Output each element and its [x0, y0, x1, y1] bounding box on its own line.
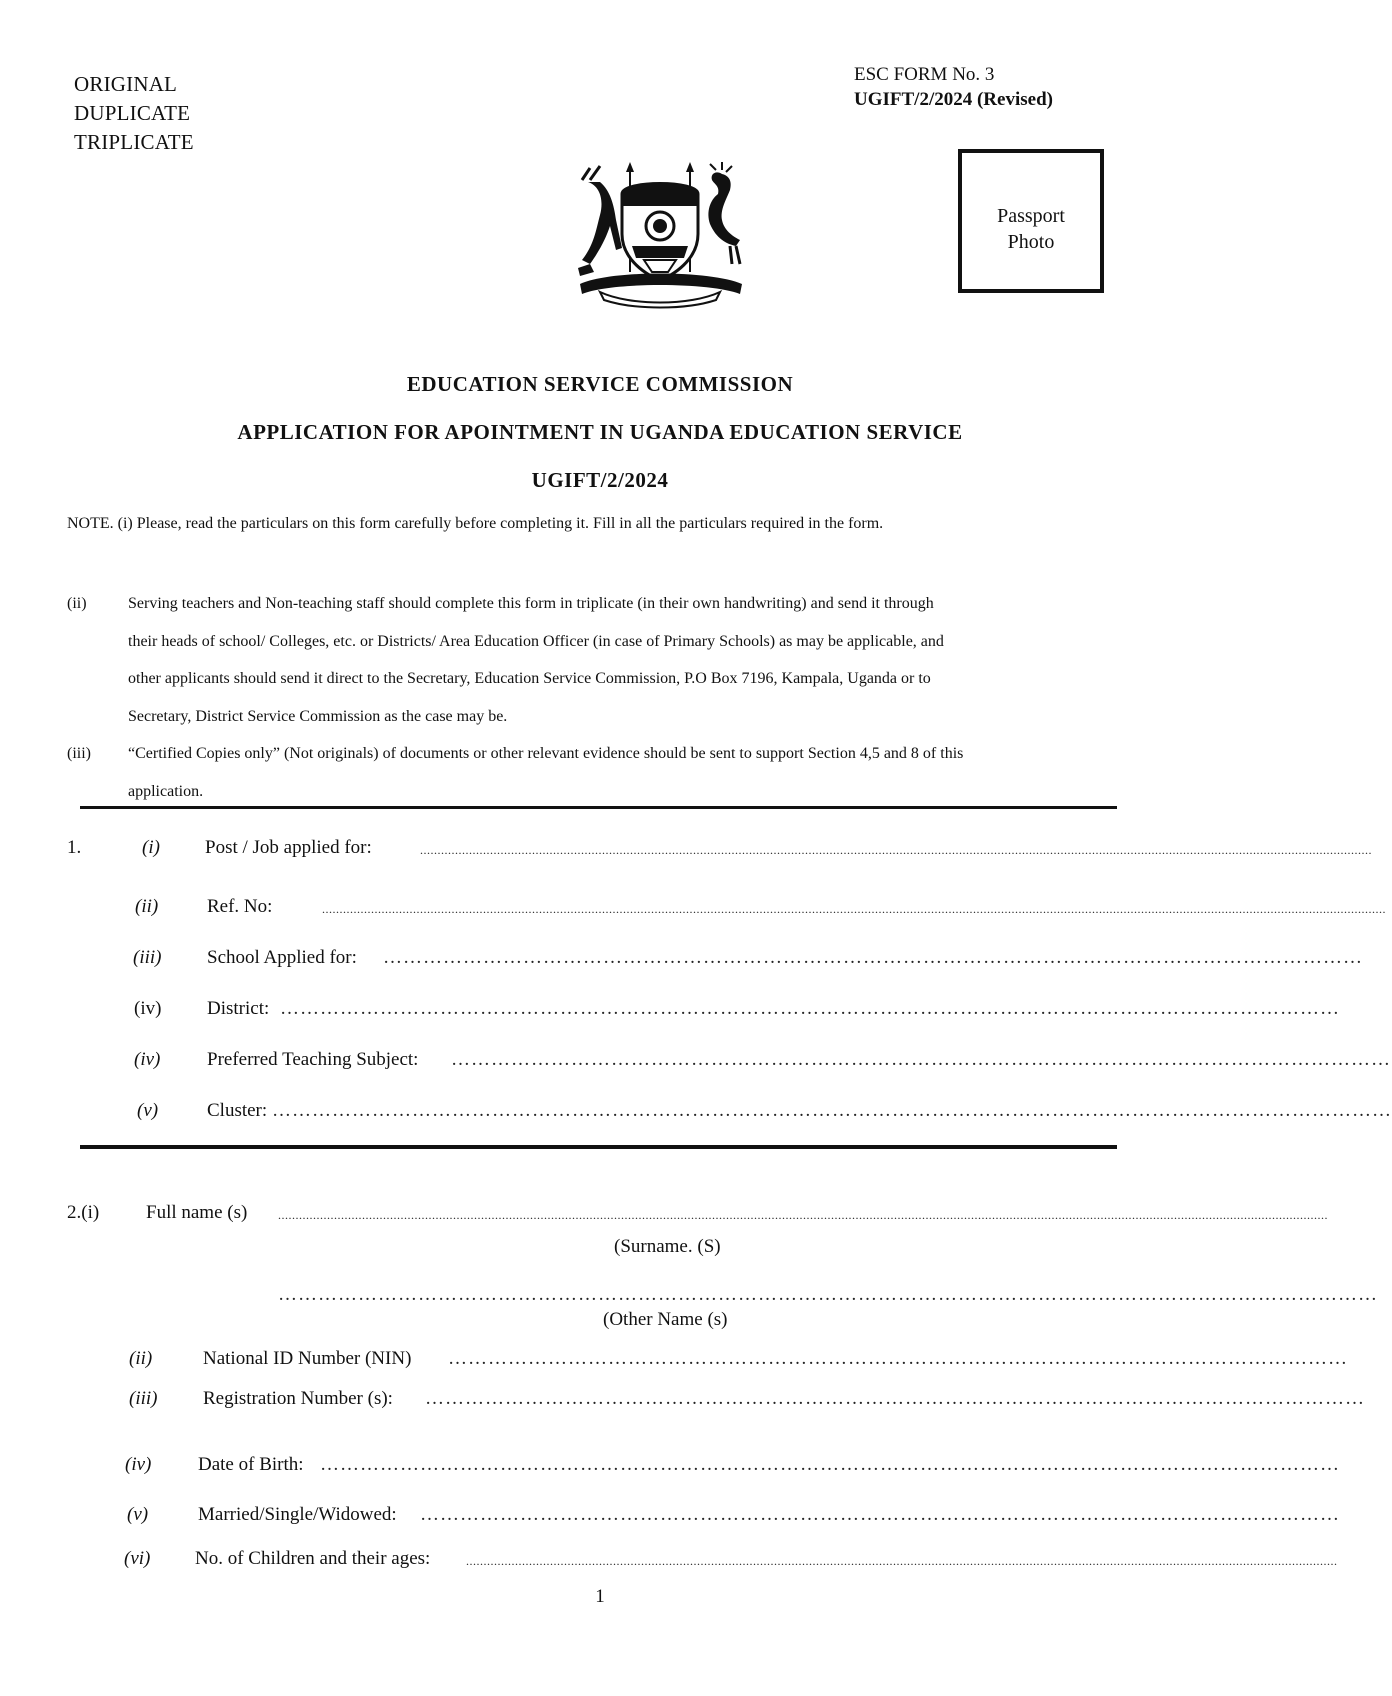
field-label: Married/Single/Widowed:: [198, 1504, 397, 1525]
fill-in-line: ………………………………………………………………………………………………………………………………………: [320, 1454, 1340, 1475]
application-title: APPLICATION FOR APOINTMENT IN UGANDA EDUCATION SERVICE: [237, 420, 963, 444]
field-number: (iv): [134, 1049, 161, 1070]
note-line: their heads of school/ Colleges, etc. or Districts/ Area Education Officer (in case of Primary Schools) as may be applicable, and: [128, 632, 944, 650]
fill-in-line: ………………………………………………………………………………………………………………………: [448, 1348, 1348, 1369]
fill-in-line: …………………………………………………………………………………………………………………………………: [383, 947, 1363, 968]
field-number: (iii): [129, 1388, 158, 1409]
fill-in-line: ……………………………………………………………………………………………………………………………………………………: [272, 1100, 1392, 1121]
field-marital-status[interactable]: [0, 1504, 1340, 1530]
fill-in-line: …………………………………………………………………………………………………………………………………………………: [278, 1284, 1378, 1305]
field-label: Registration Number (s):: [203, 1388, 393, 1409]
field-children[interactable]: [0, 1548, 1338, 1574]
field-label: No. of Children and their ages:: [195, 1548, 431, 1569]
field-label: Date of Birth:: [198, 1454, 304, 1475]
field-label: Post / Job applied for:: [205, 837, 372, 858]
field-label: National ID Number (NIN): [203, 1348, 412, 1369]
field-ref-no[interactable]: [0, 896, 1386, 922]
field-label: District:: [207, 998, 270, 1019]
field-number: (iv): [134, 998, 162, 1019]
surname-caption: (Surname. (S): [614, 1236, 721, 1257]
page-number: 1: [595, 1586, 605, 1607]
note-line: Secretary, District Service Commission as the case may be.: [128, 707, 508, 725]
fill-in-line: ................................................................................................................................................................................................................................................................................................................: [322, 902, 1386, 916]
note-line: other applicants should send it direct to the Secretary, Education Service Commission, P.O Box 7196, Kampala, Uganda or to: [128, 670, 931, 687]
fill-in-line: ……………………………………………………………………………………………………………………………………………: [280, 998, 1340, 1019]
field-number: (v): [137, 1100, 159, 1121]
other-names-caption: (Other Name (s): [603, 1309, 728, 1330]
photo-label-line1: Passport: [997, 205, 1065, 227]
fill-in-line: .........................................................................................................................................................................................................................................................: [466, 1554, 1338, 1568]
field-number: (vi): [124, 1548, 151, 1569]
note-intro: NOTE. (i) Please, read the particulars on this form carefully before completing it. Fill in all the particulars required in the form.: [67, 515, 884, 532]
form-code-title: UGIFT/2/2024: [531, 468, 669, 492]
copy-original: ORIGINAL: [74, 72, 178, 96]
commission-title: EDUCATION SERVICE COMMISSION: [406, 372, 794, 396]
note-item-text: [128, 735, 1128, 810]
field-label: Ref. No:: [207, 896, 273, 917]
photo-label-line2: Photo: [1007, 231, 1055, 253]
section-divider: [80, 806, 1117, 809]
fill-in-line: ................................................................................................................................................................................................................................................................................: [420, 843, 1372, 857]
note-line: application.: [128, 782, 204, 800]
note-item-number: (ii): [67, 595, 87, 612]
field-full-name[interactable]: [0, 1202, 1328, 1228]
field-label: School Applied for:: [207, 947, 357, 968]
passport-photo-box: [958, 149, 1104, 293]
form-code: UGIFT/2/2024 (Revised): [854, 89, 1053, 110]
field-cluster[interactable]: [0, 1100, 1392, 1126]
field-number: (v): [127, 1504, 149, 1525]
field-label: Preferred Teaching Subject:: [207, 1049, 419, 1070]
field-district[interactable]: [0, 998, 1340, 1024]
fill-in-line: ............................................................................................................................................................................................................................................................................................................: [278, 1208, 1328, 1222]
field-date-of-birth[interactable]: [0, 1454, 1340, 1480]
field-nin[interactable]: [0, 1348, 1348, 1374]
field-number: (iii): [133, 947, 162, 968]
copy-duplicate: DUPLICATE: [74, 101, 191, 125]
form-reference: [854, 62, 1053, 112]
section1-number: 1.: [67, 837, 82, 858]
field-number: (ii): [135, 896, 159, 917]
field-registration-number[interactable]: [0, 1388, 1365, 1414]
field-other-names[interactable]: [0, 1284, 1378, 1310]
note-line: Serving teachers and Non-teaching staff should complete this form in triplicate (in their own handwriting) and send it through: [128, 595, 934, 612]
copy-triplicate: TRIPLICATE: [74, 130, 194, 154]
fill-in-line: ……………………………………………………………………………………………………………………………: [425, 1388, 1365, 1409]
field-school-applied[interactable]: [0, 947, 1363, 973]
field-label: Full name (s): [146, 1202, 248, 1223]
field-number: (ii): [129, 1348, 153, 1369]
form-number: ESC FORM No. 3: [854, 64, 995, 85]
copy-designations: [74, 70, 194, 157]
note-line: “Certified Copies only” (Not originals) of documents or other relevant evidence should be sent to support Section 4,5 and 8 of this: [128, 745, 964, 762]
fill-in-line: …………………………………………………………………………………………………………………………: [420, 1504, 1340, 1525]
uganda-coat-of-arms-icon: [560, 160, 760, 310]
section-divider: [80, 1145, 1117, 1149]
field-number: (iv): [125, 1454, 152, 1475]
field-post-applied[interactable]: [0, 837, 1372, 863]
field-label: Cluster:: [207, 1100, 268, 1121]
field-preferred-subject[interactable]: [0, 1049, 1391, 1075]
field-number: (i): [142, 837, 160, 858]
fill-in-line: ……………………………………………………………………………………………………………………………: [451, 1049, 1391, 1070]
section2-number: 2.(i): [67, 1202, 100, 1223]
note-item-text: [128, 585, 1128, 735]
note-item-number: (iii): [67, 745, 91, 762]
